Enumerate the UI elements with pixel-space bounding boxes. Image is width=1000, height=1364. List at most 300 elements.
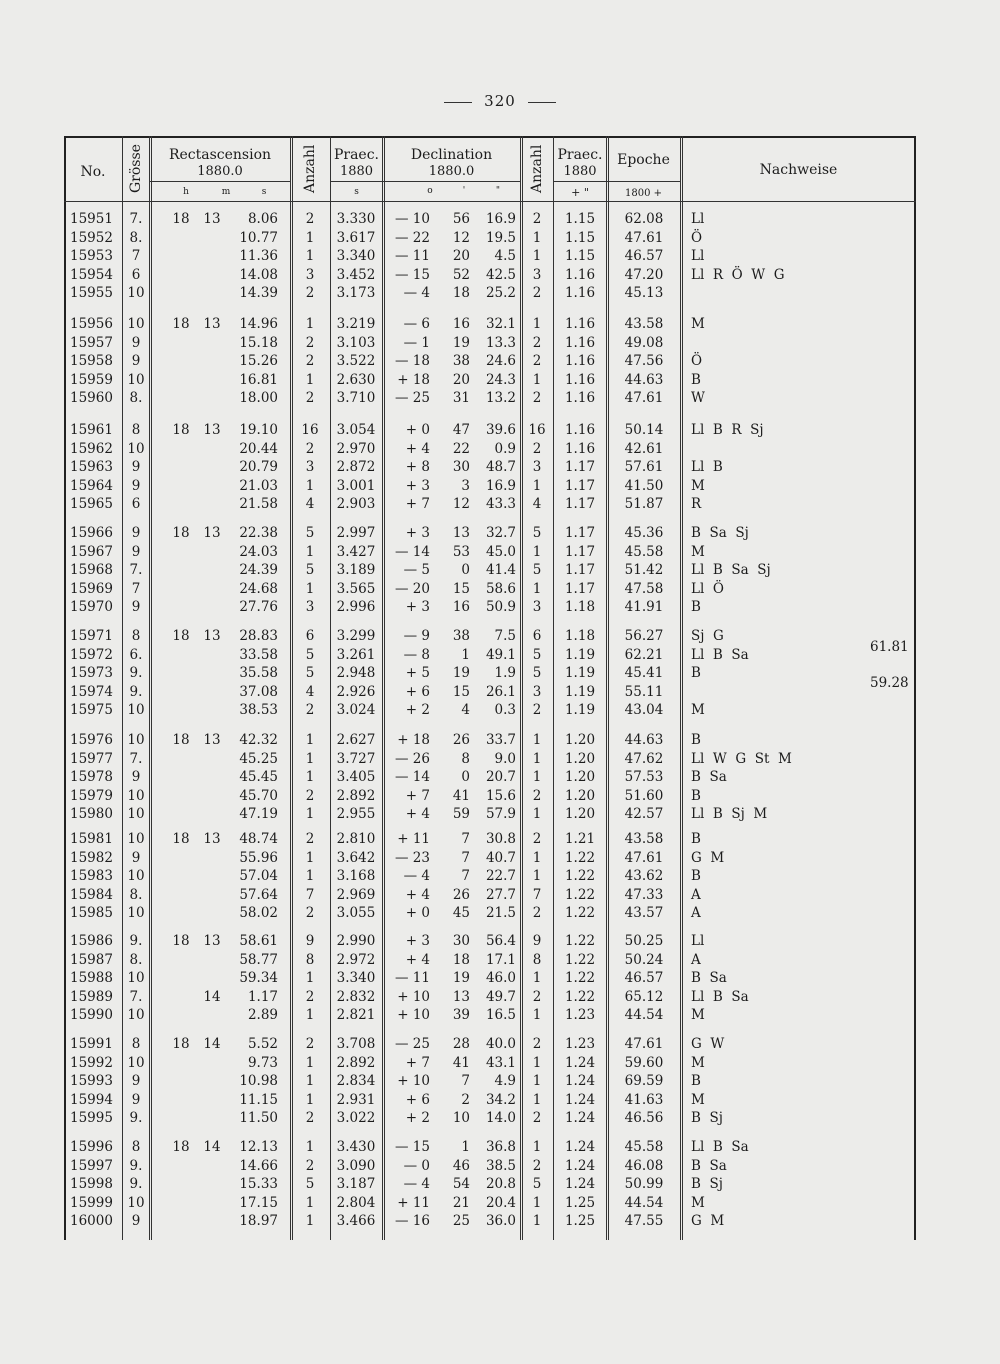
decl-seconds-cell: 48.7 bbox=[485, 459, 516, 476]
decl-precession-cell: 1.16 bbox=[564, 285, 596, 302]
ra-count-cell: 5 bbox=[305, 1176, 315, 1193]
references-cell: B bbox=[691, 1073, 701, 1090]
ra-hours-cell: 18 bbox=[172, 1036, 190, 1052]
table-row bbox=[0, 750, 1000, 768]
ra-precession-cell: 3.022 bbox=[336, 1110, 376, 1127]
decl-count-cell: 2 bbox=[532, 334, 542, 351]
magnitude-cell: 9. bbox=[129, 1110, 143, 1127]
decl-count-cell: 3 bbox=[532, 459, 542, 476]
ra-seconds-cell: 21.58 bbox=[239, 496, 278, 513]
decl-precession-cell: 1.17 bbox=[564, 543, 596, 560]
ra-count-cell: 1 bbox=[305, 477, 315, 494]
decl-precession-cell: 1.16 bbox=[564, 440, 596, 457]
header-ra-m: m bbox=[221, 187, 231, 197]
table-row bbox=[0, 1054, 1000, 1072]
ra-precession-cell: 2.832 bbox=[336, 988, 376, 1005]
table-row bbox=[0, 731, 1000, 749]
decl-precession-cell: 1.25 bbox=[564, 1213, 596, 1230]
decl-minutes-cell: 1 bbox=[461, 646, 470, 663]
decl-degrees-cell: — 6 bbox=[403, 316, 430, 332]
ra-precession-cell: 3.219 bbox=[336, 316, 376, 332]
decl-count-cell: 2 bbox=[532, 787, 542, 804]
decl-minutes-cell: 22 bbox=[452, 440, 470, 457]
table-row bbox=[0, 561, 1000, 579]
decl-seconds-cell: 21.5 bbox=[485, 905, 516, 922]
decl-minutes-cell: 1 bbox=[461, 1139, 470, 1155]
magnitude-cell: 8 bbox=[131, 1139, 141, 1155]
decl-count-cell: 2 bbox=[532, 702, 542, 719]
header-decl-sec: " bbox=[495, 186, 501, 196]
decl-minutes-cell: 26 bbox=[452, 886, 470, 903]
ra-precession-cell: 3.261 bbox=[336, 646, 376, 663]
ra-precession-cell: 2.931 bbox=[336, 1091, 376, 1108]
decl-count-cell: 6 bbox=[532, 628, 542, 644]
ra-precession-cell: 3.642 bbox=[336, 849, 376, 866]
ra-count-cell: 1 bbox=[305, 849, 315, 866]
page-number: 320 bbox=[0, 92, 1000, 110]
header-rule bbox=[606, 181, 680, 182]
ra-count-cell: 8 bbox=[305, 951, 315, 968]
table-row bbox=[0, 352, 1000, 370]
magnitude-cell: 9. bbox=[129, 1157, 143, 1174]
references-cell: Ll B bbox=[691, 459, 723, 476]
ra-count-cell: 1 bbox=[305, 229, 315, 246]
ra-hours-cell: 18 bbox=[172, 422, 190, 438]
decl-count-cell: 2 bbox=[532, 353, 542, 370]
decl-precession-cell: 1.15 bbox=[564, 211, 596, 227]
ra-count-cell: 1 bbox=[305, 1213, 315, 1230]
ra-minutes-cell: 13 bbox=[203, 933, 221, 949]
magnitude-cell: 10 bbox=[127, 1194, 145, 1211]
epoch-cell: 47.61 bbox=[624, 229, 664, 246]
decl-count-cell: 5 bbox=[532, 525, 542, 541]
magnitude-cell: 9 bbox=[131, 1091, 141, 1108]
table-row bbox=[0, 210, 1000, 228]
epoch-cell: 45.58 bbox=[624, 1139, 664, 1155]
decl-precession-cell: 1.24 bbox=[564, 1110, 596, 1127]
magnitude-cell: 7. bbox=[129, 988, 143, 1005]
decl-degrees-cell: + 3 bbox=[405, 525, 430, 541]
decl-minutes-cell: 18 bbox=[452, 285, 470, 302]
decl-minutes-cell: 28 bbox=[452, 1036, 470, 1052]
epoch-cell: 45.36 bbox=[624, 525, 664, 541]
ra-minutes-cell: 13 bbox=[203, 628, 221, 644]
decl-minutes-cell: 15 bbox=[452, 683, 470, 700]
table-row bbox=[0, 440, 1000, 458]
star-number-cell: 15954 bbox=[70, 266, 113, 283]
decl-precession-cell: 1.16 bbox=[564, 334, 596, 351]
magnitude-cell: 9 bbox=[131, 599, 141, 616]
decl-count-cell: 7 bbox=[532, 886, 542, 903]
decl-minutes-cell: 25 bbox=[452, 1213, 470, 1230]
references-cell: G M bbox=[691, 1213, 725, 1230]
star-number-cell: 15951 bbox=[70, 211, 113, 227]
ra-precession-cell: 2.996 bbox=[336, 599, 376, 616]
references-cell: Ll bbox=[691, 211, 705, 227]
decl-count-cell: 1 bbox=[532, 1213, 542, 1230]
ra-count-cell: 16 bbox=[301, 422, 319, 438]
decl-count-cell: 1 bbox=[532, 769, 542, 786]
decl-count-cell: 2 bbox=[532, 440, 542, 457]
decl-count-cell: 1 bbox=[532, 1073, 542, 1090]
decl-degrees-cell: — 4 bbox=[403, 1176, 430, 1193]
decl-minutes-cell: 10 bbox=[452, 1110, 470, 1127]
ra-precession-cell: 2.804 bbox=[336, 1194, 376, 1211]
decl-minutes-cell: 30 bbox=[452, 933, 470, 949]
star-number-cell: 15952 bbox=[70, 229, 113, 246]
star-number-cell: 15982 bbox=[70, 849, 113, 866]
ra-hours-cell: 18 bbox=[172, 1139, 190, 1155]
decl-count-cell: 16 bbox=[528, 422, 546, 438]
star-number-cell: 15985 bbox=[70, 905, 113, 922]
decl-minutes-cell: 7 bbox=[461, 831, 470, 847]
star-number-cell: 15975 bbox=[70, 702, 113, 719]
references-cell: B Sa bbox=[691, 769, 727, 786]
ra-count-cell: 2 bbox=[305, 1157, 315, 1174]
decl-degrees-cell: — 18 bbox=[395, 353, 430, 370]
ra-precession-cell: 3.522 bbox=[336, 353, 376, 370]
table-row bbox=[0, 458, 1000, 476]
ra-hours-cell: 18 bbox=[172, 525, 190, 541]
header-rule bbox=[330, 181, 383, 182]
references-cell: Ll B Sj M bbox=[691, 806, 768, 823]
ra-seconds-cell: 14.66 bbox=[239, 1157, 278, 1174]
header-decl-min: ' bbox=[462, 186, 466, 196]
ra-seconds-cell: 57.64 bbox=[239, 886, 278, 903]
ra-count-cell: 3 bbox=[305, 599, 315, 616]
table-row bbox=[0, 266, 1000, 284]
decl-precession-cell: 1.20 bbox=[564, 787, 596, 804]
ra-count-cell: 1 bbox=[305, 543, 315, 560]
magnitude-cell: 6 bbox=[131, 266, 141, 283]
star-number-cell: 15992 bbox=[70, 1054, 113, 1071]
epoch-cell: 47.20 bbox=[624, 266, 664, 283]
epoch-cell: 62.08 bbox=[624, 211, 664, 227]
references-cell: B Sa bbox=[691, 1157, 727, 1174]
references-cell: Ll W G St M bbox=[691, 750, 792, 767]
decl-seconds-cell: 22.7 bbox=[485, 868, 516, 885]
ra-seconds-cell: 14.08 bbox=[239, 266, 278, 283]
references-cell: B Sa bbox=[691, 970, 727, 987]
decl-degrees-cell: + 4 bbox=[405, 806, 430, 823]
decl-seconds-cell: 58.6 bbox=[485, 580, 516, 597]
decl-precession-cell: 1.22 bbox=[564, 849, 596, 866]
ra-count-cell: 1 bbox=[305, 970, 315, 987]
ra-count-cell: 2 bbox=[305, 353, 315, 370]
decl-seconds-cell: 39.6 bbox=[485, 422, 516, 438]
ra-seconds-cell: 14.39 bbox=[239, 285, 278, 302]
epoch-cell: 45.41 bbox=[624, 665, 664, 682]
ra-seconds-cell: 48.74 bbox=[239, 831, 278, 847]
magnitude-cell: 10 bbox=[127, 806, 145, 823]
ra-precession-cell: 3.710 bbox=[336, 390, 376, 407]
epoch-cell: 47.58 bbox=[624, 580, 664, 597]
decl-seconds-cell: 40.0 bbox=[485, 1036, 516, 1052]
ra-seconds-cell: 35.58 bbox=[239, 665, 278, 682]
star-number-cell: 15969 bbox=[70, 580, 113, 597]
star-number-cell: 15983 bbox=[70, 868, 113, 885]
ra-count-cell: 5 bbox=[305, 525, 315, 541]
decl-minutes-cell: 30 bbox=[452, 459, 470, 476]
decl-minutes-cell: 7 bbox=[461, 868, 470, 885]
decl-precession-cell: 1.20 bbox=[564, 732, 596, 748]
star-number-cell: 15965 bbox=[70, 496, 113, 513]
ra-count-cell: 3 bbox=[305, 266, 315, 283]
decl-degrees-cell: + 18 bbox=[397, 371, 430, 388]
ra-count-cell: 1 bbox=[305, 1194, 315, 1211]
decl-precession-cell: 1.22 bbox=[564, 886, 596, 903]
ra-precession-cell: 3.103 bbox=[336, 334, 376, 351]
table-row bbox=[0, 1072, 1000, 1090]
ra-precession-cell: 3.617 bbox=[336, 229, 376, 246]
decl-degrees-cell: + 3 bbox=[405, 477, 430, 494]
ra-precession-cell: 2.892 bbox=[336, 1054, 376, 1071]
decl-degrees-cell: — 16 bbox=[395, 1213, 430, 1230]
decl-precession-cell: 1.22 bbox=[564, 868, 596, 885]
ra-seconds-cell: 59.34 bbox=[239, 970, 278, 987]
ra-count-cell: 1 bbox=[305, 371, 315, 388]
ra-seconds-cell: 2.89 bbox=[247, 1007, 278, 1024]
star-number-cell: 15971 bbox=[70, 628, 113, 644]
decl-seconds-cell: 57.9 bbox=[485, 806, 516, 823]
epoch-cell: 42.57 bbox=[624, 806, 664, 823]
ra-seconds-cell: 18.97 bbox=[239, 1213, 278, 1230]
references-cell: Ll bbox=[691, 248, 705, 265]
decl-seconds-cell: 41.4 bbox=[485, 562, 516, 579]
decl-count-cell: 1 bbox=[532, 970, 542, 987]
star-number-cell: 15972 bbox=[70, 646, 113, 663]
header-decl-deg: o bbox=[427, 186, 433, 196]
epoch-cell: 46.08 bbox=[624, 1157, 664, 1174]
epoch-cell: 57.61 bbox=[624, 459, 664, 476]
star-number-cell: 16000 bbox=[70, 1213, 113, 1230]
ra-hours-cell: 18 bbox=[172, 831, 190, 847]
decl-seconds-cell: 15.6 bbox=[485, 787, 516, 804]
decl-minutes-cell: 56 bbox=[452, 211, 470, 227]
decl-degrees-cell: + 0 bbox=[405, 905, 430, 922]
decl-seconds-cell: 49.1 bbox=[485, 646, 516, 663]
references-cell: W bbox=[691, 390, 705, 407]
decl-degrees-cell: — 11 bbox=[395, 248, 430, 265]
epoch-cell: 47.55 bbox=[624, 1213, 664, 1230]
ra-count-cell: 1 bbox=[305, 580, 315, 597]
table-row bbox=[0, 886, 1000, 904]
header-anzahl: Anzahl bbox=[302, 144, 318, 194]
decl-seconds-cell: 4.9 bbox=[494, 1073, 516, 1090]
decl-count-cell: 1 bbox=[532, 1139, 542, 1155]
decl-minutes-cell: 0 bbox=[461, 562, 470, 579]
ra-precession-cell: 3.189 bbox=[336, 562, 376, 579]
ra-count-cell: 5 bbox=[305, 646, 315, 663]
decl-seconds-cell: 43.1 bbox=[485, 1054, 516, 1071]
decl-degrees-cell: + 6 bbox=[405, 1091, 430, 1108]
star-number-cell: 15970 bbox=[70, 599, 113, 616]
ra-precession-cell: 3.173 bbox=[336, 285, 376, 302]
star-number-cell: 15967 bbox=[70, 543, 113, 560]
decl-count-cell: 4 bbox=[532, 496, 542, 513]
ra-seconds-cell: 58.02 bbox=[239, 905, 278, 922]
decl-minutes-cell: 7 bbox=[461, 849, 470, 866]
decl-seconds-cell: 16.9 bbox=[485, 211, 516, 227]
table-row bbox=[0, 1194, 1000, 1212]
table-row bbox=[0, 787, 1000, 805]
magnitude-cell: 7 bbox=[131, 580, 141, 597]
header-nachweise: Nachweise bbox=[759, 162, 838, 178]
decl-precession-cell: 1.15 bbox=[564, 248, 596, 265]
header-praec-unit: s bbox=[354, 187, 359, 197]
magnitude-cell: 8 bbox=[131, 1036, 141, 1052]
ra-seconds-cell: 1.17 bbox=[247, 988, 278, 1005]
ra-count-cell: 2 bbox=[305, 440, 315, 457]
magnitude-cell: 9 bbox=[131, 525, 141, 541]
epoch-cell: 41.50 bbox=[624, 477, 664, 494]
ra-count-cell: 7 bbox=[305, 886, 315, 903]
header-praec-2-unit: + " bbox=[571, 186, 589, 199]
ra-seconds-cell: 17.15 bbox=[239, 1194, 278, 1211]
decl-minutes-cell: 19 bbox=[452, 334, 470, 351]
ra-seconds-cell: 37.08 bbox=[239, 683, 278, 700]
table-row bbox=[0, 646, 1000, 664]
decl-seconds-cell: 14.0 bbox=[485, 1110, 516, 1127]
epoch-cell: 51.42 bbox=[624, 562, 664, 579]
ra-precession-cell: 2.970 bbox=[336, 440, 376, 457]
references-cell: Ll bbox=[691, 933, 705, 949]
star-number-cell: 15996 bbox=[70, 1139, 113, 1155]
star-number-cell: 15964 bbox=[70, 477, 113, 494]
header-praec-year: 1880 bbox=[339, 164, 374, 179]
decl-precession-cell: 1.24 bbox=[564, 1176, 596, 1193]
ra-seconds-cell: 38.53 bbox=[239, 702, 278, 719]
magnitude-cell: 10 bbox=[127, 316, 145, 332]
decl-seconds-cell: 17.1 bbox=[485, 951, 516, 968]
references-cell: B Sa Sj bbox=[691, 525, 749, 541]
magnitude-cell: 10 bbox=[127, 905, 145, 922]
decl-precession-cell: 1.18 bbox=[564, 628, 596, 644]
ra-seconds-cell: 24.03 bbox=[239, 543, 278, 560]
decl-count-cell: 1 bbox=[532, 1007, 542, 1024]
decl-degrees-cell: + 6 bbox=[405, 683, 430, 700]
table-row bbox=[0, 284, 1000, 302]
ra-count-cell: 1 bbox=[305, 1007, 315, 1024]
epoch-cell: 44.54 bbox=[624, 1007, 664, 1024]
epoch-cell: 43.58 bbox=[624, 831, 664, 847]
magnitude-cell: 10 bbox=[127, 702, 145, 719]
decl-minutes-cell: 41 bbox=[452, 1054, 470, 1071]
references-cell: A bbox=[691, 886, 701, 903]
decl-degrees-cell: + 11 bbox=[397, 831, 430, 847]
ra-seconds-cell: 24.68 bbox=[239, 580, 278, 597]
epoch-cell: 43.04 bbox=[624, 702, 664, 719]
epoch-cell: 47.61 bbox=[624, 390, 664, 407]
decl-seconds-cell: 33.7 bbox=[485, 732, 516, 748]
epoch-cell: 47.62 bbox=[624, 750, 664, 767]
epoch-cell: 43.62 bbox=[624, 868, 664, 885]
ra-count-cell: 1 bbox=[305, 1139, 315, 1155]
magnitude-cell: 9. bbox=[129, 1176, 143, 1193]
decl-seconds-cell: 30.8 bbox=[485, 831, 516, 847]
ra-count-cell: 1 bbox=[305, 316, 315, 332]
table-row bbox=[0, 969, 1000, 987]
table-row bbox=[0, 849, 1000, 867]
decl-seconds-cell: 24.3 bbox=[485, 371, 516, 388]
ra-precession-cell: 3.054 bbox=[336, 422, 376, 438]
decl-seconds-cell: 45.0 bbox=[485, 543, 516, 560]
star-number-cell: 15980 bbox=[70, 806, 113, 823]
ra-minutes-cell: 13 bbox=[203, 831, 221, 847]
decl-count-cell: 1 bbox=[532, 543, 542, 560]
decl-minutes-cell: 53 bbox=[452, 543, 470, 560]
table-row bbox=[0, 1109, 1000, 1127]
decl-precession-cell: 1.19 bbox=[564, 665, 596, 682]
header-decl-epoch: 1880.0 bbox=[428, 164, 475, 179]
ra-precession-cell: 2.997 bbox=[336, 525, 376, 541]
ra-precession-cell: 2.834 bbox=[336, 1073, 376, 1090]
ra-count-cell: 2 bbox=[305, 905, 315, 922]
decl-seconds-cell: 32.1 bbox=[485, 316, 516, 332]
decl-minutes-cell: 45 bbox=[452, 905, 470, 922]
decl-seconds-cell: 40.7 bbox=[485, 849, 516, 866]
decl-precession-cell: 1.21 bbox=[564, 831, 596, 847]
decl-seconds-cell: 13.2 bbox=[485, 390, 516, 407]
star-number-cell: 15957 bbox=[70, 334, 113, 351]
table-row bbox=[0, 1006, 1000, 1024]
ra-minutes-cell: 13 bbox=[203, 732, 221, 748]
epoch-cell: 57.53 bbox=[624, 769, 664, 786]
ra-precession-cell: 2.990 bbox=[336, 933, 376, 949]
ra-precession-cell: 2.872 bbox=[336, 459, 376, 476]
references-cell: B Sj bbox=[691, 1176, 723, 1193]
references-cell: M bbox=[691, 1054, 705, 1071]
ra-precession-cell: 2.969 bbox=[336, 886, 376, 903]
star-number-cell: 15966 bbox=[70, 525, 113, 541]
magnitude-cell: 9. bbox=[129, 933, 143, 949]
decl-seconds-cell: 56.4 bbox=[485, 933, 516, 949]
ra-precession-cell: 3.024 bbox=[336, 702, 376, 719]
epoch-cell: 59.60 bbox=[624, 1054, 664, 1071]
epoch-cell: 43.57 bbox=[624, 905, 664, 922]
decl-count-cell: 2 bbox=[532, 390, 542, 407]
ra-count-cell: 1 bbox=[305, 1054, 315, 1071]
ra-precession-cell: 2.627 bbox=[336, 732, 376, 748]
decl-degrees-cell: + 10 bbox=[397, 1073, 430, 1090]
magnitude-cell: 6. bbox=[129, 646, 143, 663]
header-ra: Rectascension bbox=[168, 147, 272, 163]
ra-count-cell: 1 bbox=[305, 806, 315, 823]
decl-seconds-cell: 25.2 bbox=[485, 285, 516, 302]
ra-seconds-cell: 11.36 bbox=[239, 248, 278, 265]
decl-seconds-cell: 0.9 bbox=[494, 440, 516, 457]
epoch-cell: 49.08 bbox=[624, 334, 664, 351]
epoch-cell: 46.57 bbox=[624, 970, 664, 987]
decl-precession-cell: 1.16 bbox=[564, 390, 596, 407]
epoch-cell: 50.25 bbox=[624, 933, 664, 949]
ra-precession-cell: 3.340 bbox=[336, 970, 376, 987]
references-cell: Sj G bbox=[691, 628, 724, 644]
star-number-cell: 15973 bbox=[70, 665, 113, 682]
references-cell: Ll B R Sj bbox=[691, 422, 764, 438]
magnitude-cell: 10 bbox=[127, 285, 145, 302]
ra-precession-cell: 3.708 bbox=[336, 1036, 376, 1052]
ra-count-cell: 3 bbox=[305, 459, 315, 476]
star-number-cell: 15955 bbox=[70, 285, 113, 302]
magnitude-cell: 7. bbox=[129, 562, 143, 579]
decl-precession-cell: 1.22 bbox=[564, 988, 596, 1005]
decl-seconds-cell: 36.8 bbox=[485, 1139, 516, 1155]
ra-precession-cell: 3.330 bbox=[336, 211, 376, 227]
ra-count-cell: 1 bbox=[305, 732, 315, 748]
references-cell: Ll B Sa bbox=[691, 988, 749, 1005]
references-cell: M bbox=[691, 316, 705, 332]
